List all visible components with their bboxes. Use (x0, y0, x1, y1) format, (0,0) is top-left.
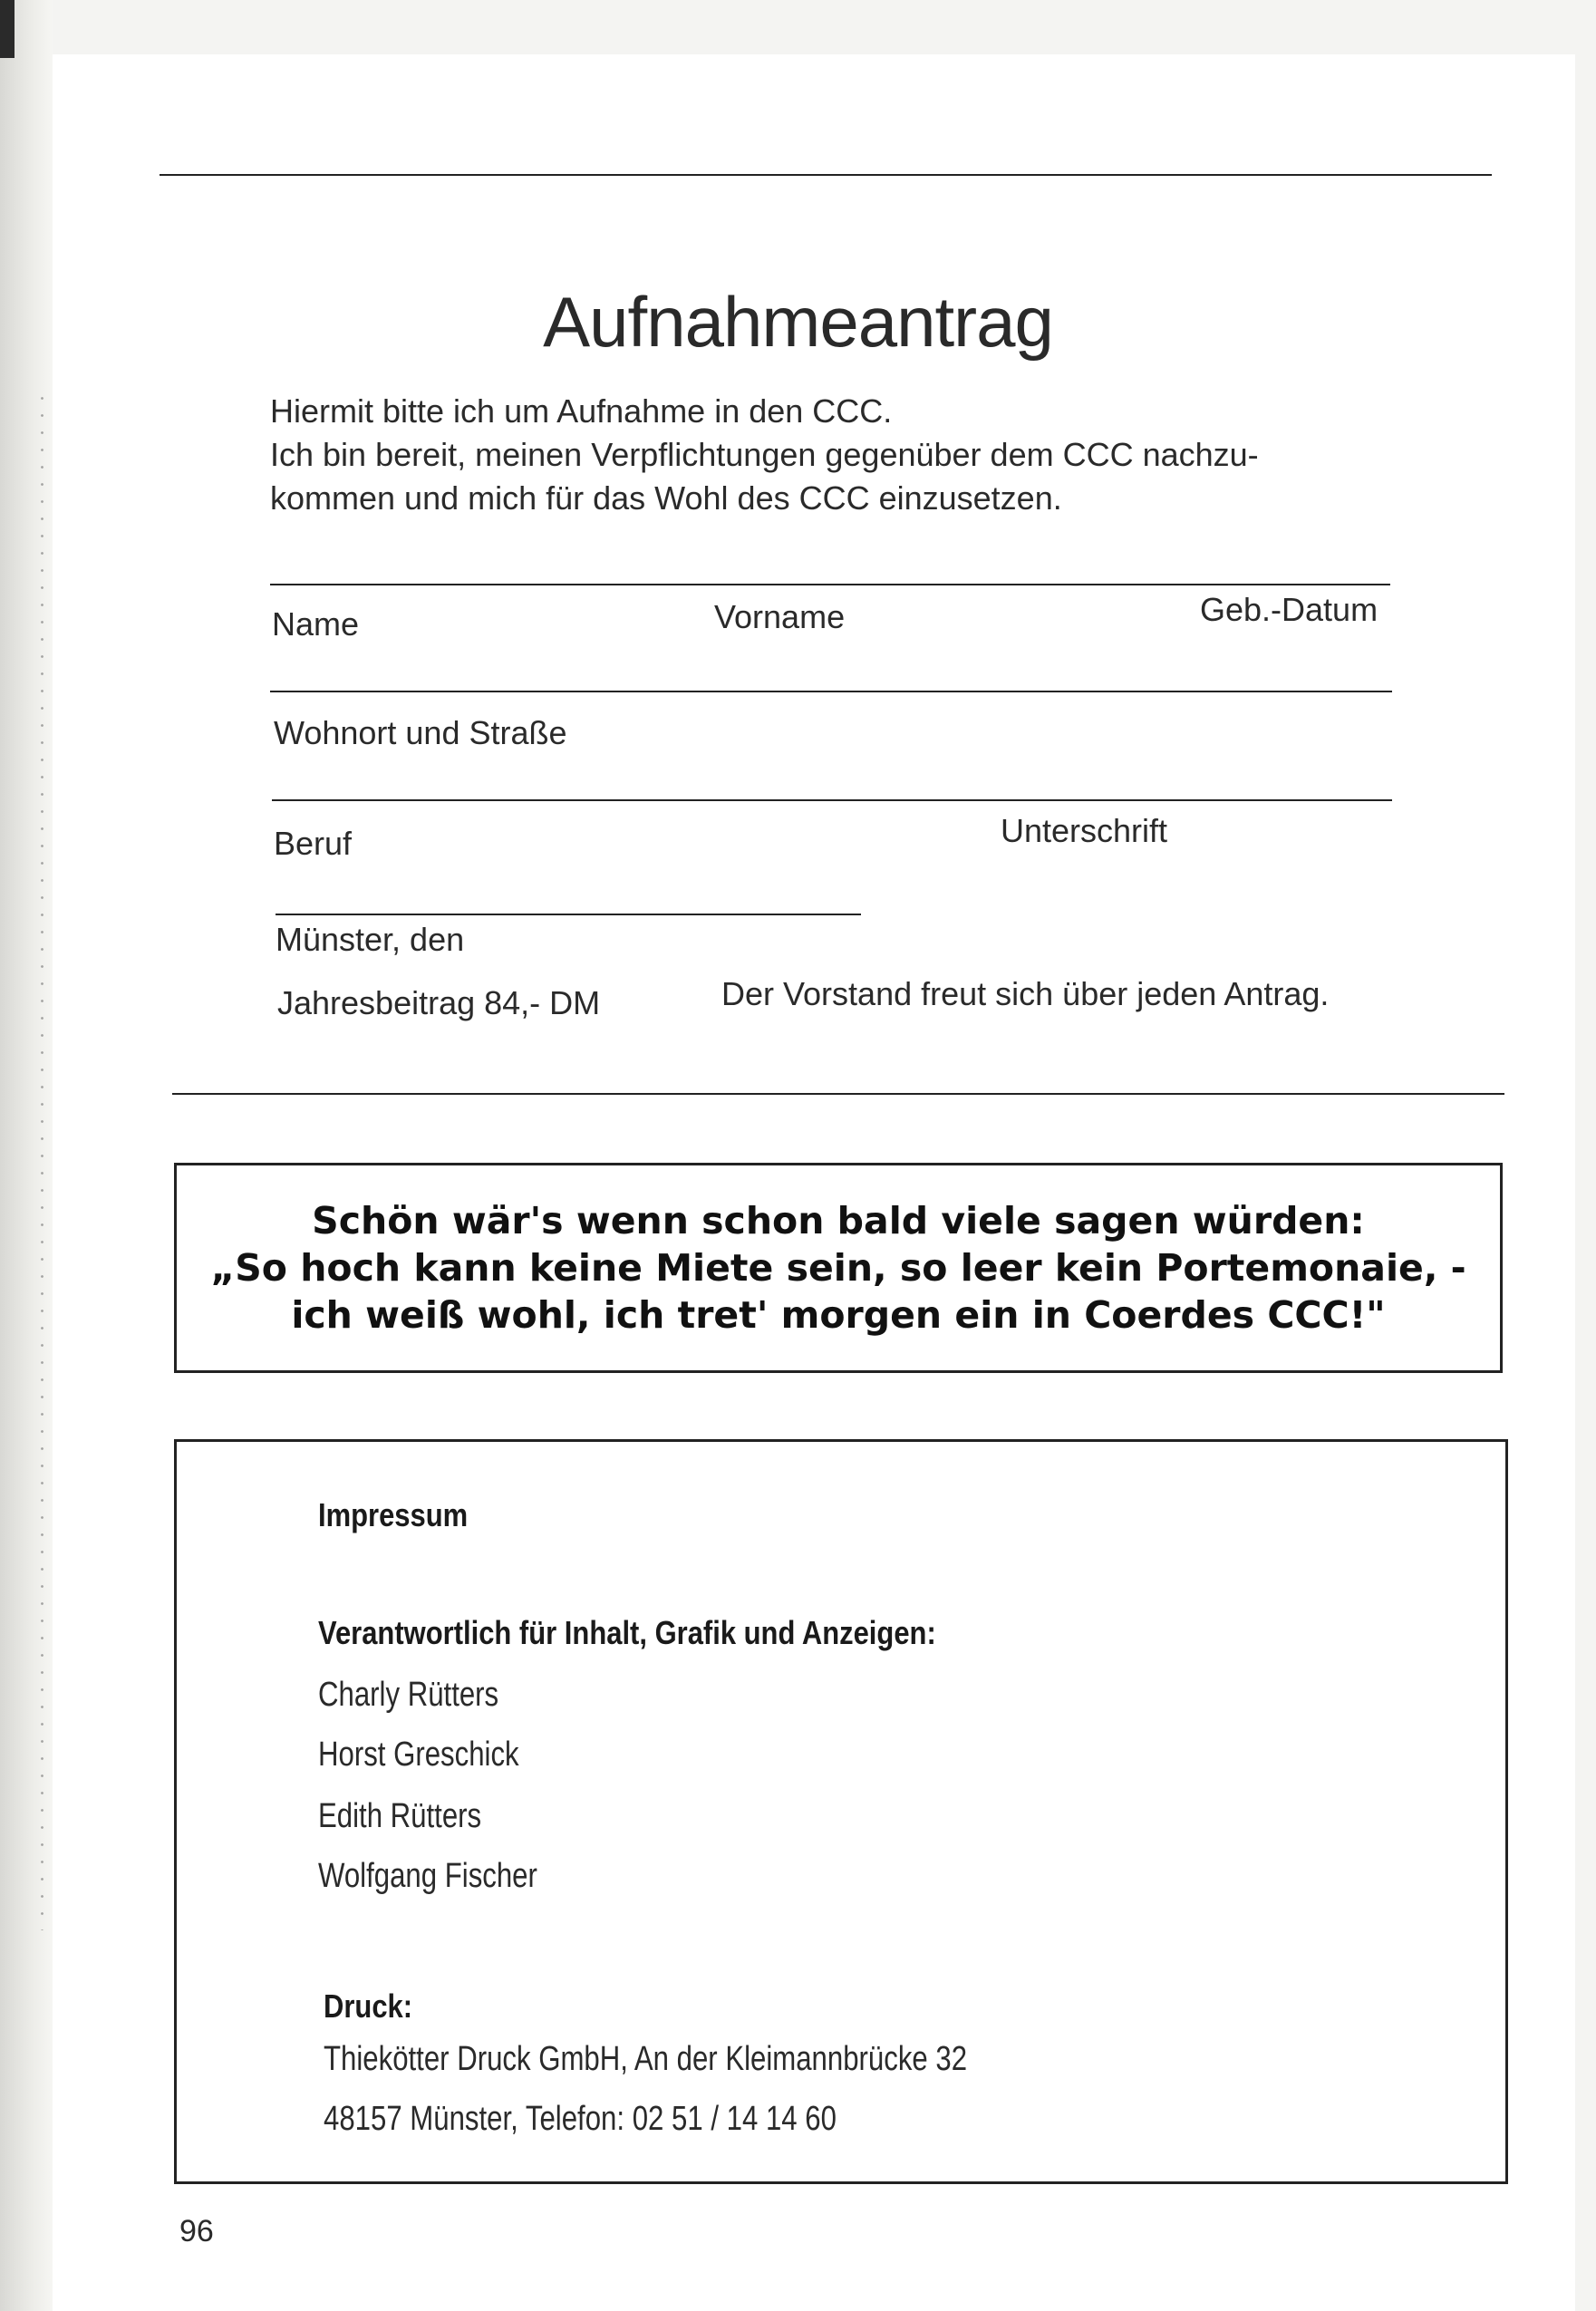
intro-line: kommen und mich für das Wohl des CCC einzusetzen. (270, 479, 1062, 517)
intro-text (270, 390, 1412, 520)
slogan-line: „So hoch kann keine Miete sein, so leer kein Portemonaie, - (210, 1246, 1466, 1290)
field-line-wohnort[interactable] (270, 691, 1392, 692)
label-geb-datum: Geb.-Datum (1200, 591, 1378, 628)
section-rule (172, 1093, 1504, 1095)
responsible-person: Charly Rütters (318, 1676, 499, 1714)
label-ort-datum: Münster, den (276, 921, 465, 958)
impressum-box (174, 1439, 1508, 2184)
label-unterschrift: Unterschrift (1001, 812, 1168, 849)
responsible-person: Edith Rütters (318, 1797, 482, 1835)
page-number: 96 (179, 2214, 214, 2248)
druck-heading: Druck: (324, 1987, 413, 2025)
label-vorname: Vorname (714, 598, 846, 635)
form-title: Aufnahmeantrag (543, 282, 1053, 363)
slogan-line: Schön wär's wenn schon bald viele sagen würden: (312, 1199, 1365, 1243)
responsible-heading: Verantwortlich für Inhalt, Grafik und Anzeigen: (318, 1614, 936, 1651)
binding-shadow (0, 0, 15, 58)
top-rule (160, 174, 1492, 176)
label-beruf: Beruf (274, 825, 353, 862)
slogan-box (174, 1163, 1503, 1373)
label-name: Name (272, 605, 360, 643)
responsible-person: Wolfgang Fischer (318, 1857, 537, 1895)
slogan-line: ich weiß wohl, ich tret' morgen ein in Coerdes CCC!" (291, 1293, 1386, 1337)
field-line-datum[interactable] (276, 914, 861, 915)
intro-line: Hiermit bitte ich um Aufnahme in den CCC. (270, 392, 893, 430)
responsible-person: Horst Greschick (318, 1736, 519, 1774)
vorstand-note: Der Vorstand freut sich über jeden Antrag. (721, 975, 1330, 1012)
label-wohnort: Wohnort und Straße (274, 714, 567, 751)
jahresbeitrag: Jahresbeitrag 84,- DM (277, 984, 601, 1021)
intro-line: Ich bin bereit, meinen Verpflichtungen gegenüber dem CCC nachzu- (270, 436, 1259, 473)
druck-line: Thiekötter Druck GmbH, An der Kleimannbrücke 32 (324, 2040, 968, 2078)
field-line-beruf[interactable] (272, 799, 1392, 801)
impressum-heading: Impressum (318, 1496, 469, 1533)
druck-line: 48157 Münster, Telefon: 02 51 / 14 14 60 (324, 2100, 837, 2138)
field-line-name[interactable] (270, 584, 1390, 585)
